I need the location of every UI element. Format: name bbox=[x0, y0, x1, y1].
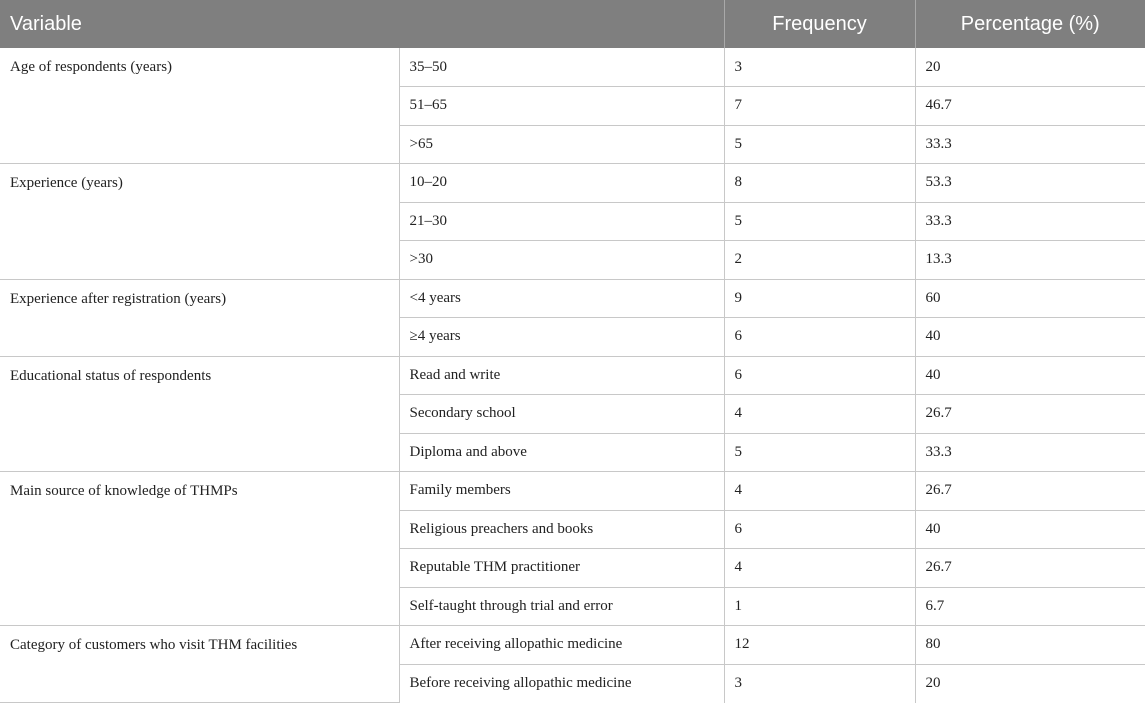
percentage-cell: 13.3 bbox=[915, 241, 1145, 280]
category-cell: Secondary school bbox=[399, 395, 724, 434]
frequency-cell: 4 bbox=[724, 395, 915, 434]
category-cell: Religious preachers and books bbox=[399, 510, 724, 549]
header-frequency: Frequency bbox=[724, 0, 915, 48]
category-cell: <4 years bbox=[399, 279, 724, 318]
percentage-cell: 33.3 bbox=[915, 433, 1145, 472]
table-row bbox=[0, 472, 1145, 511]
variable-cell: Experience (years) bbox=[0, 164, 399, 280]
frequency-cell: 12 bbox=[724, 626, 915, 665]
frequency-cell: 9 bbox=[724, 279, 915, 318]
percentage-cell: 53.3 bbox=[915, 164, 1145, 203]
table-row bbox=[0, 279, 1145, 318]
category-cell: Read and write bbox=[399, 356, 724, 395]
frequency-cell: 3 bbox=[724, 664, 915, 703]
category-cell: >30 bbox=[399, 241, 724, 280]
percentage-cell: 40 bbox=[915, 510, 1145, 549]
percentage-cell: 60 bbox=[915, 279, 1145, 318]
category-cell: Self-taught through trial and error bbox=[399, 587, 724, 626]
category-cell: Before receiving allopathic medicine bbox=[399, 664, 724, 703]
header-percentage: Percentage (%) bbox=[915, 0, 1145, 48]
table-row bbox=[0, 356, 1145, 395]
frequency-cell: 6 bbox=[724, 318, 915, 357]
percentage-cell: 33.3 bbox=[915, 202, 1145, 241]
category-cell: ≥4 years bbox=[399, 318, 724, 357]
frequency-cell: 1 bbox=[724, 587, 915, 626]
frequency-cell: 5 bbox=[724, 433, 915, 472]
category-cell: Diploma and above bbox=[399, 433, 724, 472]
table-header bbox=[0, 0, 1145, 48]
percentage-cell: 46.7 bbox=[915, 87, 1145, 126]
variable-cell: Main source of knowledge of THMPs bbox=[0, 472, 399, 626]
frequency-cell: 7 bbox=[724, 87, 915, 126]
category-cell: Family members bbox=[399, 472, 724, 511]
percentage-cell: 6.7 bbox=[915, 587, 1145, 626]
frequency-cell: 5 bbox=[724, 125, 915, 164]
percentage-cell: 26.7 bbox=[915, 395, 1145, 434]
percentage-cell: 20 bbox=[925, 675, 941, 691]
frequency-cell: 4 bbox=[724, 549, 915, 588]
header-row bbox=[0, 0, 1145, 48]
percentage-cell: 26.7 bbox=[915, 549, 1145, 588]
frequency-cell: 2 bbox=[724, 241, 915, 280]
percentage-cell: 26.7 bbox=[915, 472, 1145, 511]
header-variable: Variable bbox=[0, 0, 724, 48]
category-cell: Reputable THM practitioner bbox=[399, 549, 724, 588]
percentage-cell: 40 bbox=[915, 356, 1145, 395]
frequency-cell: 6 bbox=[724, 356, 915, 395]
table-row bbox=[0, 164, 1145, 203]
percentage-cell: 20 bbox=[915, 48, 1145, 87]
table-row bbox=[0, 626, 1145, 665]
percentage-cell: 33.3 bbox=[915, 125, 1145, 164]
variable-cell: Age of respondents (years) bbox=[0, 48, 399, 164]
variable-cell: Experience after registration (years) bbox=[0, 279, 399, 356]
category-cell: After receiving allopathic medicine bbox=[399, 626, 724, 665]
frequency-cell: 3 bbox=[724, 48, 915, 87]
frequency-cell: 6 bbox=[724, 510, 915, 549]
category-cell: >65 bbox=[399, 125, 724, 164]
category-cell: 10–20 bbox=[399, 164, 724, 203]
variable-cell: Category of customers who visit THM facilities bbox=[0, 626, 399, 703]
variable-cell: Educational status of respondents bbox=[0, 356, 399, 472]
frequency-cell: 5 bbox=[724, 202, 915, 241]
table-body bbox=[0, 48, 1145, 703]
percentage-cell: 80 bbox=[915, 626, 1145, 665]
category-cell: 21–30 bbox=[399, 202, 724, 241]
percentage-cell: 40 bbox=[915, 318, 1145, 357]
category-cell: 51–65 bbox=[399, 87, 724, 126]
frequency-cell: 4 bbox=[724, 472, 915, 511]
category-cell: 35–50 bbox=[399, 48, 724, 87]
frequency-cell: 8 bbox=[724, 164, 915, 203]
table-row bbox=[0, 48, 1145, 87]
